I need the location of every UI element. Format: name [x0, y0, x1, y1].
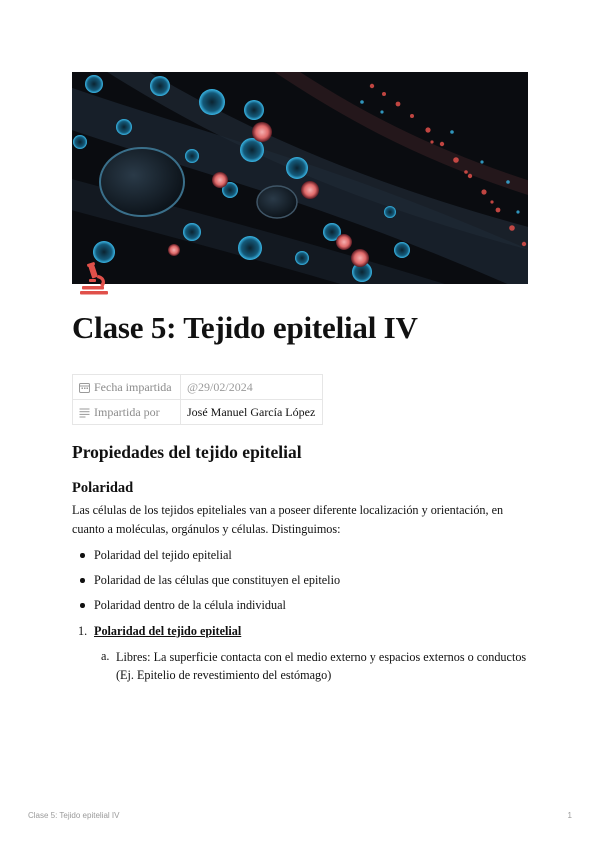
properties-table [72, 374, 323, 425]
subsection-heading: Polaridad [72, 480, 134, 496]
text-lines-icon [79, 407, 90, 418]
property-row-teacher [73, 400, 323, 425]
property-value-date[interactable]: @29/02/2024 [181, 375, 323, 400]
list-item: Polaridad del tejido epitelial [72, 546, 340, 571]
property-label: Impartida por [94, 404, 160, 419]
calendar-icon [79, 382, 90, 393]
microscope-icon [78, 262, 112, 296]
property-value-teacher[interactable]: José Manuel García López [181, 400, 323, 425]
property-key-teacher [73, 400, 181, 425]
numbered-item-label: Polaridad del tejido epitelial [94, 624, 242, 638]
list-item: Polaridad de las células que constituyen el epitelio [72, 571, 340, 596]
property-key-date [73, 375, 181, 400]
property-label: Fecha impartida [94, 379, 172, 394]
property-row-date [73, 375, 323, 400]
section-heading: Propiedades del tejido epitelial [72, 442, 302, 462]
numbered-marker: 1. [78, 624, 88, 638]
body-paragraph: Las células de los tejidos epiteliales van a poseer diferente localización y orientación, en cuanto a moléculas, orgánulos y células. Distinguimos: [72, 503, 504, 536]
page-title: Clase 5: Tejido epitelial IV [72, 310, 418, 345]
page-number: 1 [567, 811, 572, 820]
footer-title: Clase 5: Tejido epitelial IV [28, 811, 120, 820]
cover-image [72, 72, 528, 284]
bullet-list [72, 546, 340, 621]
list-item: Polaridad dentro de la célula individual [72, 596, 340, 621]
sub-item-text: Libres: La superficie contacta con el medio externo y espacios externos o conductos (Ej. Epitelio de revestimiento del estómago) [116, 650, 527, 682]
sub-item-marker: a. [101, 649, 110, 663]
